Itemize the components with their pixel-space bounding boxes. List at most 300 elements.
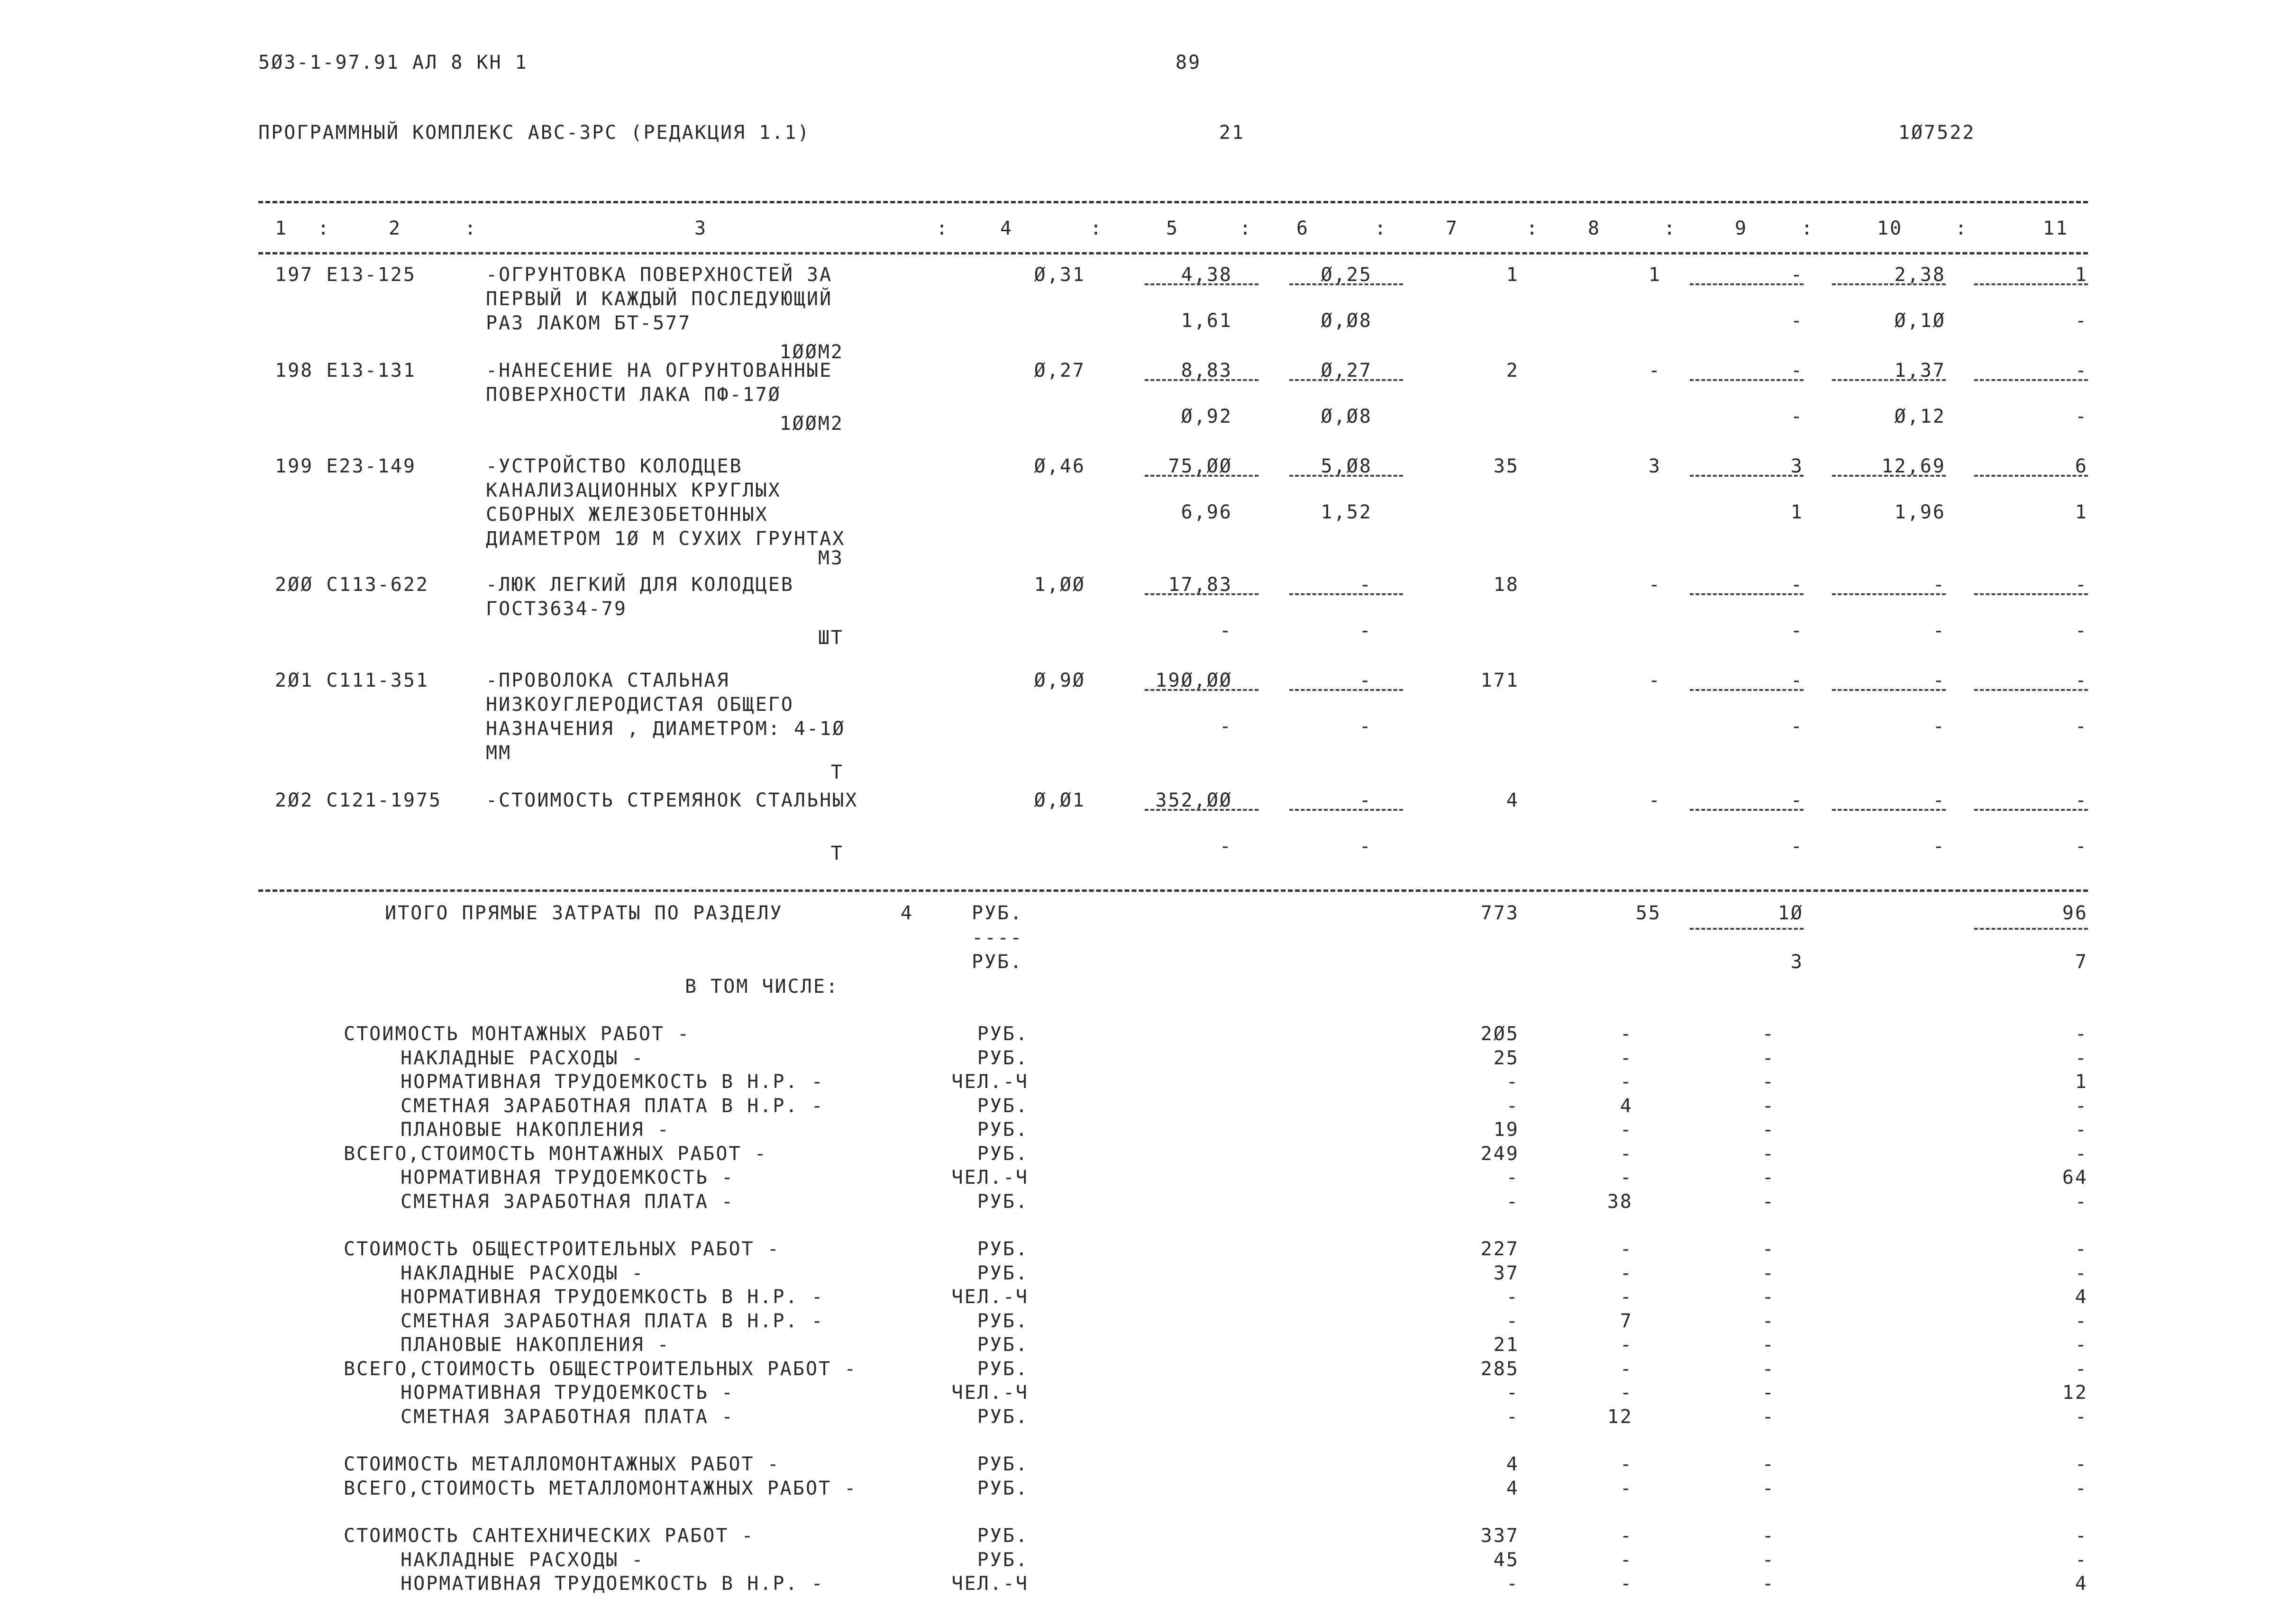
item-c8-value: - bbox=[1648, 789, 1661, 811]
total-c11b: 7 bbox=[2075, 951, 2088, 973]
item-unit: М3 bbox=[818, 547, 844, 569]
item-c6b-value: 1,52 bbox=[1321, 501, 1372, 523]
column-number: : bbox=[1664, 218, 1677, 239]
summary-label: СМЕТНАЯ ЗАРАБОТНАЯ ПЛАТА В Н.Р. - bbox=[401, 1095, 824, 1117]
item-c11-value: - bbox=[2075, 670, 2088, 691]
total-unit: РУБ. bbox=[972, 902, 1023, 924]
summary-c7: - bbox=[1506, 1095, 1519, 1117]
item-subtotal-rule bbox=[1145, 283, 1258, 285]
item-description-line: -НАНЕСЕНИЕ НА ОГРУНТОВАННЫЕ bbox=[486, 360, 833, 381]
total-c8: 55 bbox=[1635, 902, 1661, 924]
item-unit: Т bbox=[830, 843, 844, 864]
summary-c8: - bbox=[1620, 1167, 1633, 1188]
summary-unit: РУБ. bbox=[977, 1190, 1029, 1213]
summary-unit: ЧЕЛ.-Ч bbox=[951, 1382, 1029, 1404]
item-description-line: -ПРОВОЛОКА СТАЛЬНАЯ bbox=[486, 670, 730, 691]
item-description-line: СБОРНЫХ ЖЕЛЕЗОБЕТОННЫХ bbox=[486, 504, 768, 526]
item-description-line: НАЗНАЧЕНИЯ , ДИАМЕТРОМ: 4-1Ø bbox=[486, 718, 846, 740]
item-subtotal-rule bbox=[1690, 593, 1804, 595]
item-unit: Т bbox=[830, 762, 844, 783]
item-subtotal-rule bbox=[1690, 689, 1804, 691]
summary-c11: - bbox=[2075, 1047, 2088, 1069]
summary-unit: РУБ. bbox=[977, 1334, 1029, 1356]
summary-c11: - bbox=[2075, 1358, 2088, 1380]
item-subtotal-rule bbox=[1690, 475, 1804, 477]
summary-c7: 2Ø5 bbox=[1480, 1023, 1519, 1045]
summary-c8: - bbox=[1620, 1334, 1633, 1356]
item-c9-value: - bbox=[1790, 670, 1804, 691]
column-number: 4 bbox=[1000, 218, 1013, 239]
summary-unit: РУБ. bbox=[977, 1310, 1029, 1332]
summary-c8: - bbox=[1620, 1071, 1633, 1093]
item-description-line: КАНАЛИЗАЦИОННЫХ КРУГЛЫХ bbox=[486, 480, 781, 501]
summary-unit: РУБ. bbox=[977, 1047, 1029, 1069]
summary-c9: - bbox=[1762, 1167, 1775, 1188]
summary-c7: 45 bbox=[1493, 1549, 1519, 1571]
summary-c9: - bbox=[1762, 1286, 1775, 1308]
item-c11-value: 6 bbox=[2075, 455, 2088, 477]
item-qty-value: 1,ØØ bbox=[1034, 574, 1085, 596]
column-number: : bbox=[1239, 218, 1253, 239]
item-subtotal-rule bbox=[1974, 283, 2088, 285]
item-c6-value: Ø,27 bbox=[1321, 360, 1372, 381]
summary-unit: РУБ. bbox=[977, 1358, 1029, 1380]
summary-c7: 285 bbox=[1480, 1358, 1519, 1380]
summary-c7: - bbox=[1506, 1190, 1519, 1213]
summary-c9: - bbox=[1762, 1382, 1775, 1404]
summary-c9: - bbox=[1762, 1453, 1775, 1475]
item-subtotal-rule bbox=[1974, 379, 2088, 381]
item-c10-value: - bbox=[1932, 789, 1946, 811]
item-description-line: ПОВЕРХНОСТИ ЛАКА ПФ-17Ø bbox=[486, 384, 781, 406]
summary-c11: - bbox=[2075, 1190, 2088, 1213]
summary-label: НОРМАТИВНАЯ ТРУДОЕМКОСТЬ - bbox=[401, 1382, 735, 1404]
summary-c8: - bbox=[1620, 1549, 1633, 1571]
item-c6-value: - bbox=[1359, 574, 1372, 596]
item-description-line: -ОГРУНТОВКА ПОВЕРХНОСТЕЙ ЗА bbox=[486, 264, 833, 286]
summary-c9: - bbox=[1762, 1573, 1775, 1595]
item-code: 2ØØ С113-622 bbox=[275, 574, 429, 596]
item-c6b-value: - bbox=[1359, 716, 1372, 737]
summary-unit: РУБ. bbox=[977, 1477, 1029, 1499]
summary-label: НАКЛАДНЫЕ РАСХОДЫ - bbox=[401, 1262, 645, 1284]
item-subtotal-rule bbox=[1145, 593, 1258, 595]
item-c9-value: 3 bbox=[1790, 455, 1804, 477]
summary-c7: 19 bbox=[1493, 1119, 1519, 1141]
summary-c7: - bbox=[1506, 1310, 1519, 1332]
summary-c7: - bbox=[1506, 1071, 1519, 1093]
item-subtotal-rule bbox=[1289, 283, 1403, 285]
item-c10-value: 12,69 bbox=[1881, 455, 1946, 477]
total-c11: 96 bbox=[2062, 902, 2088, 924]
summary-c9: - bbox=[1762, 1310, 1775, 1332]
summary-unit: ЧЕЛ.-Ч bbox=[951, 1286, 1029, 1308]
summary-c7: - bbox=[1506, 1286, 1519, 1308]
summary-c7: 37 bbox=[1493, 1262, 1519, 1284]
summary-c11: - bbox=[2075, 1095, 2088, 1117]
item-description-line: -ЛЮК ЛЕГКИЙ ДЛЯ КОЛОДЦЕВ bbox=[486, 574, 794, 596]
item-c10-value: 2,38 bbox=[1894, 264, 1946, 286]
column-number: 8 bbox=[1588, 218, 1601, 239]
total-section-number: 4 bbox=[901, 902, 914, 924]
summary-c11: - bbox=[2075, 1119, 2088, 1141]
item-c8-value: - bbox=[1648, 670, 1661, 691]
summary-c8: - bbox=[1620, 1119, 1633, 1141]
item-qty-value: Ø,31 bbox=[1034, 264, 1085, 286]
item-c6b-value: - bbox=[1359, 620, 1372, 642]
item-c11b-value: - bbox=[2075, 716, 2088, 737]
item-subtotal-rule bbox=[1832, 809, 1946, 811]
summary-label: СМЕТНАЯ ЗАРАБОТНАЯ ПЛАТА - bbox=[401, 1190, 735, 1213]
item-c9b-value: - bbox=[1790, 310, 1804, 332]
item-c6b-value: - bbox=[1359, 835, 1372, 857]
doc-code: 5Ø3-1-97.91 АЛ 8 КН 1 bbox=[258, 52, 528, 73]
item-qty-value: Ø,9Ø bbox=[1034, 670, 1085, 691]
item-description-line: ММ bbox=[486, 742, 512, 764]
item-c11b-value: - bbox=[2075, 620, 2088, 642]
item-subtotal-rule bbox=[1832, 593, 1946, 595]
summary-unit: РУБ. bbox=[977, 1119, 1029, 1141]
summary-c9: - bbox=[1762, 1071, 1775, 1093]
item-code: 198 Е13-131 bbox=[275, 360, 416, 381]
column-number: 10 bbox=[1877, 218, 1903, 239]
summary-c7: - bbox=[1506, 1167, 1519, 1188]
document-id: 1Ø7522 bbox=[1898, 122, 1976, 144]
summary-c11: - bbox=[2075, 1549, 2088, 1571]
item-qty-value: Ø,Ø1 bbox=[1034, 789, 1085, 811]
page-number: 89 bbox=[1175, 52, 1202, 73]
item-description-line: РАЗ ЛАКОМ БТ-577 bbox=[486, 312, 692, 334]
total-rule bbox=[1690, 928, 1804, 930]
summary-label: НОРМАТИВНАЯ ТРУДОЕМКОСТЬ В Н.Р. - bbox=[401, 1286, 824, 1308]
summary-c8: - bbox=[1620, 1525, 1633, 1547]
summary-c8: - bbox=[1620, 1047, 1633, 1069]
total-including-heading: В ТОМ ЧИСЛЕ: bbox=[685, 976, 839, 997]
item-c5b-value: 1,61 bbox=[1181, 310, 1232, 332]
summary-c9: - bbox=[1762, 1095, 1775, 1117]
item-c9b-value: - bbox=[1790, 406, 1804, 427]
item-c10-value: 1,37 bbox=[1894, 360, 1946, 381]
item-c5-value: 8,83 bbox=[1181, 360, 1232, 381]
item-subtotal-rule bbox=[1289, 593, 1403, 595]
summary-c11: - bbox=[2075, 1238, 2088, 1260]
summary-c9: - bbox=[1762, 1023, 1775, 1045]
total-c9b: 3 bbox=[1790, 951, 1804, 973]
summary-c11: 4 bbox=[2075, 1286, 2088, 1308]
item-c9b-value: - bbox=[1790, 835, 1804, 857]
column-number: : bbox=[1375, 218, 1388, 239]
summary-c8: - bbox=[1620, 1453, 1633, 1475]
summary-label: СТОИМОСТЬ САНТЕХНИЧЕСКИХ РАБОТ - bbox=[344, 1525, 755, 1547]
column-number: 3 bbox=[694, 218, 708, 239]
item-description-line: ПЕРВЫЙ И КАЖДЫЙ ПОСЛЕДУЮЩИЙ bbox=[486, 288, 833, 310]
item-c10-value: - bbox=[1932, 574, 1946, 596]
column-number: : bbox=[1526, 218, 1540, 239]
summary-label: СТОИМОСТЬ ОБЩЕСТРОИТЕЛЬНЫХ РАБОТ - bbox=[344, 1238, 780, 1260]
summary-label: ПЛАНОВЫЕ НАКОПЛЕНИЯ - bbox=[401, 1119, 670, 1141]
summary-label: СТОИМОСТЬ МЕТАЛЛОМОНТАЖНЫХ РАБОТ - bbox=[344, 1453, 780, 1475]
summary-c8: - bbox=[1620, 1477, 1633, 1499]
item-unit: 1ØØМ2 bbox=[779, 413, 844, 435]
item-code: 2Ø2 С121-1975 bbox=[275, 789, 442, 811]
summary-label: ВСЕГО,СТОИМОСТЬ МОНТАЖНЫХ РАБОТ - bbox=[344, 1142, 767, 1165]
summary-unit: РУБ. bbox=[977, 1142, 1029, 1165]
summary-c9: - bbox=[1762, 1334, 1775, 1356]
item-c5b-value: Ø,92 bbox=[1181, 406, 1232, 427]
summary-c9: - bbox=[1762, 1047, 1775, 1069]
summary-c9: - bbox=[1762, 1262, 1775, 1284]
item-c6-value: 5,Ø8 bbox=[1321, 455, 1372, 477]
item-description-line: -УСТРОЙСТВО КОЛОДЦЕВ bbox=[486, 455, 743, 477]
item-subtotal-rule bbox=[1974, 689, 2088, 691]
summary-unit: ЧЕЛ.-Ч bbox=[951, 1071, 1029, 1093]
total-unit-2: РУБ. bbox=[972, 951, 1023, 973]
summary-c7: - bbox=[1506, 1405, 1519, 1428]
item-subtotal-rule bbox=[1832, 283, 1946, 285]
summary-label: НОРМАТИВНАЯ ТРУДОЕМКОСТЬ - bbox=[401, 1167, 735, 1188]
item-c11-value: 1 bbox=[2075, 264, 2088, 286]
item-subtotal-rule bbox=[1690, 379, 1804, 381]
item-description-line: ДИАМЕТРОМ 1Ø М СУХИХ ГРУНТАХ bbox=[486, 528, 846, 550]
item-c6b-value: Ø,Ø8 bbox=[1321, 406, 1372, 427]
item-subtotal-rule bbox=[1289, 475, 1403, 477]
item-c7-value: 35 bbox=[1493, 455, 1519, 477]
summary-label: НОРМАТИВНАЯ ТРУДОЕМКОСТЬ В Н.Р. - bbox=[401, 1071, 824, 1093]
sheet-number: 21 bbox=[1219, 122, 1245, 144]
total-rule bbox=[1974, 928, 2088, 930]
item-c9-value: - bbox=[1790, 360, 1804, 381]
item-description-line: -СТОИМОСТЬ СТРЕМЯНОК СТАЛЬНЫХ bbox=[486, 789, 858, 811]
summary-c11: 64 bbox=[2062, 1167, 2088, 1188]
item-c11b-value: 1 bbox=[2075, 501, 2088, 523]
summary-c8: 7 bbox=[1620, 1310, 1633, 1332]
item-c5-value: 17,83 bbox=[1168, 574, 1232, 596]
item-c7-value: 2 bbox=[1506, 360, 1519, 381]
item-c10b-value: - bbox=[1932, 835, 1946, 857]
summary-c7: 227 bbox=[1480, 1238, 1519, 1260]
summary-c9: - bbox=[1762, 1549, 1775, 1571]
item-c8-value: - bbox=[1648, 574, 1661, 596]
total-label: ИТОГО ПРЯМЫЕ ЗАТРАТЫ ПО РАЗДЕЛУ bbox=[385, 902, 783, 924]
summary-c9: - bbox=[1762, 1358, 1775, 1380]
item-c7-value: 4 bbox=[1506, 789, 1519, 811]
item-c9b-value: - bbox=[1790, 620, 1804, 642]
summary-label: ПЛАНОВЫЕ НАКОПЛЕНИЯ - bbox=[401, 1334, 670, 1356]
item-c10b-value: - bbox=[1932, 620, 1946, 642]
item-c10b-value: Ø,12 bbox=[1894, 406, 1946, 427]
item-unit: 1ØØМ2 bbox=[779, 341, 844, 363]
item-c8-value: 1 bbox=[1648, 264, 1661, 286]
item-subtotal-rule bbox=[1145, 379, 1258, 381]
item-qty-value: Ø,46 bbox=[1034, 455, 1085, 477]
summary-c8: 4 bbox=[1620, 1095, 1633, 1117]
item-c5b-value: - bbox=[1219, 835, 1232, 857]
total-c9: 1Ø bbox=[1777, 902, 1804, 924]
item-subtotal-rule bbox=[1974, 809, 2088, 811]
summary-unit: РУБ. bbox=[977, 1095, 1029, 1117]
summary-c9: - bbox=[1762, 1142, 1775, 1165]
item-subtotal-rule bbox=[1832, 475, 1946, 477]
item-subtotal-rule bbox=[1145, 475, 1258, 477]
item-subtotal-rule bbox=[1145, 809, 1258, 811]
summary-label: СТОИМОСТЬ МОНТАЖНЫХ РАБОТ - bbox=[344, 1023, 691, 1045]
item-c5-value: 75,ØØ bbox=[1168, 455, 1232, 477]
summary-c8: 12 bbox=[1607, 1405, 1633, 1428]
summary-c9: - bbox=[1762, 1405, 1775, 1428]
column-number: : bbox=[1801, 218, 1814, 239]
summary-c11: 1 bbox=[2075, 1071, 2088, 1093]
summary-c8: - bbox=[1620, 1382, 1633, 1404]
summary-unit: ЧЕЛ.-Ч bbox=[951, 1167, 1029, 1188]
summary-c7: 4 bbox=[1506, 1453, 1519, 1475]
summary-c9: - bbox=[1762, 1190, 1775, 1213]
column-number: : bbox=[1090, 218, 1103, 239]
summary-c9: - bbox=[1762, 1525, 1775, 1547]
summary-c11: - bbox=[2075, 1405, 2088, 1428]
summary-c9: - bbox=[1762, 1477, 1775, 1499]
summary-c11: 4 bbox=[2075, 1573, 2088, 1595]
summary-c11: - bbox=[2075, 1262, 2088, 1284]
summary-unit: РУБ. bbox=[977, 1549, 1029, 1571]
item-c7-value: 171 bbox=[1480, 670, 1519, 691]
summary-c8: - bbox=[1620, 1358, 1633, 1380]
item-subtotal-rule bbox=[1289, 689, 1403, 691]
item-c7-value: 1 bbox=[1506, 264, 1519, 286]
item-c11-value: - bbox=[2075, 574, 2088, 596]
summary-c7: 337 bbox=[1480, 1525, 1519, 1547]
summary-c8: - bbox=[1620, 1573, 1633, 1595]
item-c8-value: 3 bbox=[1648, 455, 1661, 477]
column-number: 1 bbox=[275, 218, 288, 239]
item-c11b-value: - bbox=[2075, 835, 2088, 857]
item-c11-value: - bbox=[2075, 789, 2088, 811]
item-c10b-value: 1,96 bbox=[1894, 501, 1946, 523]
summary-c11: - bbox=[2075, 1453, 2088, 1475]
column-number: 7 bbox=[1446, 218, 1459, 239]
total-c7: 773 bbox=[1480, 902, 1519, 924]
item-subtotal-rule bbox=[1832, 689, 1946, 691]
summary-label: СМЕТНАЯ ЗАРАБОТНАЯ ПЛАТА - bbox=[401, 1405, 735, 1428]
summary-c11: - bbox=[2075, 1525, 2088, 1547]
summary-unit: РУБ. bbox=[977, 1405, 1029, 1428]
item-c8-value: - bbox=[1648, 360, 1661, 381]
item-subtotal-rule bbox=[1974, 475, 2088, 477]
item-subtotal-rule bbox=[1690, 809, 1804, 811]
summary-c8: - bbox=[1620, 1262, 1633, 1284]
summary-c11: - bbox=[2075, 1477, 2088, 1499]
program-title: ПРОГРАММНЫЙ КОМПЛЕКС АВС-3РС (РЕДАКЦИЯ 1.1) bbox=[258, 122, 811, 144]
item-c11b-value: - bbox=[2075, 310, 2088, 332]
table-top-rule bbox=[258, 201, 2088, 203]
item-c9-value: - bbox=[1790, 574, 1804, 596]
column-number: : bbox=[936, 218, 949, 239]
item-c5b-value: - bbox=[1219, 620, 1232, 642]
item-c10-value: - bbox=[1932, 670, 1946, 691]
item-description-line: НИЗКОУГЛЕРОДИСТАЯ ОБЩЕГО bbox=[486, 694, 794, 716]
item-c9b-value: 1 bbox=[1790, 501, 1804, 523]
item-c11-value: - bbox=[2075, 360, 2088, 381]
column-number: : bbox=[465, 218, 478, 239]
item-c6-value: - bbox=[1359, 789, 1372, 811]
item-c5-value: 352,ØØ bbox=[1155, 789, 1232, 811]
item-c6b-value: Ø,Ø8 bbox=[1321, 310, 1372, 332]
header-bottom-rule bbox=[258, 252, 2088, 254]
summary-c7: - bbox=[1506, 1382, 1519, 1404]
item-subtotal-rule bbox=[1690, 283, 1804, 285]
item-subtotal-rule bbox=[1832, 379, 1946, 381]
item-c5-value: 4,38 bbox=[1181, 264, 1232, 286]
item-unit: ШТ bbox=[818, 627, 844, 649]
summary-c11: - bbox=[2075, 1023, 2088, 1045]
summary-label: НАКЛАДНЫЕ РАСХОДЫ - bbox=[401, 1047, 645, 1069]
column-number: : bbox=[1955, 218, 1968, 239]
item-subtotal-rule bbox=[1145, 689, 1258, 691]
summary-unit: РУБ. bbox=[977, 1023, 1029, 1045]
summary-label: НОРМАТИВНАЯ ТРУДОЕМКОСТЬ В Н.Р. - bbox=[401, 1573, 824, 1595]
item-qty-value: Ø,27 bbox=[1034, 360, 1085, 381]
summary-label: ВСЕГО,СТОИМОСТЬ МЕТАЛЛОМОНТАЖНЫХ РАБОТ - bbox=[344, 1477, 857, 1499]
section-rule bbox=[258, 889, 2088, 892]
summary-unit: РУБ. bbox=[977, 1238, 1029, 1260]
summary-label: ВСЕГО,СТОИМОСТЬ ОБЩЕСТРОИТЕЛЬНЫХ РАБОТ - bbox=[344, 1358, 857, 1380]
item-c7-value: 18 bbox=[1493, 574, 1519, 596]
column-number: 11 bbox=[2043, 218, 2069, 239]
column-number: 6 bbox=[1296, 218, 1310, 239]
summary-c11: - bbox=[2075, 1310, 2088, 1332]
item-subtotal-rule bbox=[1289, 809, 1403, 811]
item-description-line: ГОСТ3634-79 bbox=[486, 598, 627, 620]
column-number: 5 bbox=[1166, 218, 1179, 239]
summary-c8: 38 bbox=[1607, 1190, 1633, 1213]
summary-unit: РУБ. bbox=[977, 1525, 1029, 1547]
summary-c8: - bbox=[1620, 1142, 1633, 1165]
summary-label: СМЕТНАЯ ЗАРАБОТНАЯ ПЛАТА В Н.Р. - bbox=[401, 1310, 824, 1332]
summary-c7: - bbox=[1506, 1573, 1519, 1595]
summary-c7: 21 bbox=[1493, 1334, 1519, 1356]
summary-c8: - bbox=[1620, 1286, 1633, 1308]
item-c10b-value: - bbox=[1932, 716, 1946, 737]
summary-c9: - bbox=[1762, 1119, 1775, 1141]
item-subtotal-rule bbox=[1289, 379, 1403, 381]
item-subtotal-rule bbox=[1974, 593, 2088, 595]
summary-c7: 25 bbox=[1493, 1047, 1519, 1069]
item-c9-value: - bbox=[1790, 789, 1804, 811]
summary-unit: ЧЕЛ.-Ч bbox=[951, 1573, 1029, 1595]
item-c6-value: Ø,25 bbox=[1321, 264, 1372, 286]
summary-c9: - bbox=[1762, 1238, 1775, 1260]
summary-c8: - bbox=[1620, 1238, 1633, 1260]
summary-c7: 4 bbox=[1506, 1477, 1519, 1499]
column-number: 2 bbox=[389, 218, 402, 239]
item-code: 2Ø1 С111-351 bbox=[275, 670, 429, 691]
item-c10b-value: Ø,1Ø bbox=[1894, 310, 1946, 332]
summary-label: НАКЛАДНЫЕ РАСХОДЫ - bbox=[401, 1549, 645, 1571]
summary-c11: - bbox=[2075, 1142, 2088, 1165]
summary-c8: - bbox=[1620, 1023, 1633, 1045]
summary-unit: РУБ. bbox=[977, 1453, 1029, 1475]
total-unit-separator: ---- bbox=[972, 927, 1023, 949]
item-c5b-value: 6,96 bbox=[1181, 501, 1232, 523]
summary-c11: - bbox=[2075, 1334, 2088, 1356]
item-c6-value: - bbox=[1359, 670, 1372, 691]
item-c9-value: - bbox=[1790, 264, 1804, 286]
item-c11b-value: - bbox=[2075, 406, 2088, 427]
summary-c7: 249 bbox=[1480, 1142, 1519, 1165]
item-c5-value: 19Ø,ØØ bbox=[1155, 670, 1232, 691]
item-code: 199 Е23-149 bbox=[275, 455, 416, 477]
column-number: 9 bbox=[1735, 218, 1748, 239]
item-code: 197 Е13-125 bbox=[275, 264, 416, 286]
